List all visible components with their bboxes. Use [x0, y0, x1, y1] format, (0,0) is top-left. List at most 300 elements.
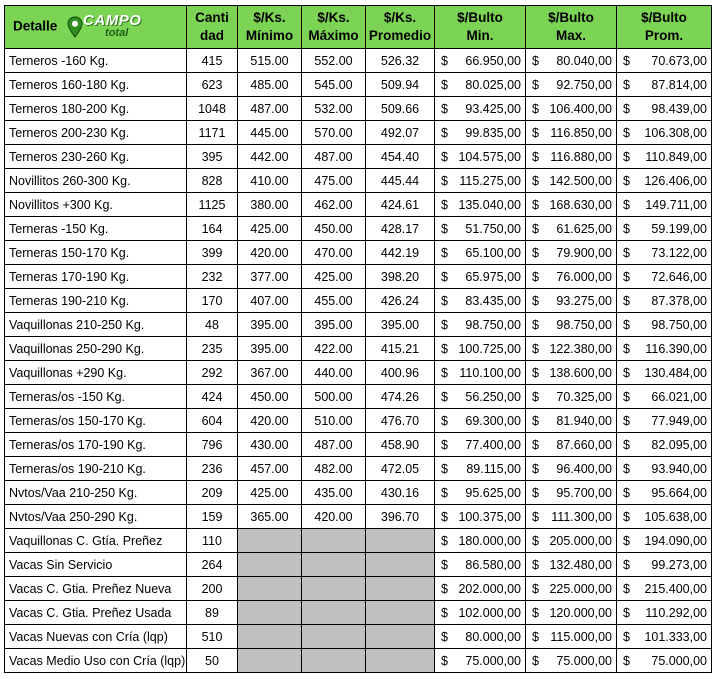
header-bulto-min-l2: Min. [466, 28, 494, 43]
currency-symbol: $ [623, 293, 630, 308]
money-value: 69.300,00 [465, 413, 521, 428]
row-cantidad: 1171 [187, 121, 238, 145]
row-cantidad: 200 [187, 577, 238, 601]
row-bprom [617, 49, 712, 73]
row-kmin: 485.00 [238, 73, 302, 97]
row-cantidad: 292 [187, 361, 238, 385]
currency-symbol: $ [623, 629, 630, 644]
row-kmin: 410.00 [238, 169, 302, 193]
row-detail: Terneras 190-210 Kg. [5, 289, 187, 313]
money-value: 81.940,00 [556, 413, 612, 428]
row-bprom [617, 361, 712, 385]
currency-symbol: $ [623, 173, 630, 188]
row-kmin: 445.00 [238, 121, 302, 145]
header-ks-max-l1: $/Ks. [317, 10, 350, 25]
table-row [5, 433, 712, 457]
row-bmin [435, 529, 526, 553]
money-value: 106.400,00 [549, 101, 612, 116]
row-cantidad: 510 [187, 625, 238, 649]
money-value: 205.000,00 [549, 533, 612, 548]
table-row [5, 121, 712, 145]
currency-symbol: $ [532, 101, 539, 116]
money-value: 111.300,00 [551, 509, 612, 524]
row-bmax [526, 241, 617, 265]
header-cantidad-l2: dad [199, 28, 224, 43]
row-cantidad: 89 [187, 601, 238, 625]
row-kmax: 552.00 [302, 49, 366, 73]
row-cantidad: 264 [187, 553, 238, 577]
row-bmax [526, 385, 617, 409]
currency-symbol: $ [441, 317, 448, 332]
row-bprom [617, 217, 712, 241]
row-kprom: 415.21 [366, 337, 435, 361]
row-detail: Vacas Sin Servicio [5, 553, 187, 577]
table-row [5, 97, 712, 121]
row-bmax [526, 121, 617, 145]
currency-symbol: $ [441, 53, 448, 68]
row-bmax [526, 457, 617, 481]
row-kmin: 367.00 [238, 361, 302, 385]
table-row [5, 49, 712, 73]
row-bmin [435, 505, 526, 529]
currency-symbol: $ [623, 101, 630, 116]
row-bmin [435, 577, 526, 601]
money-value: 98.750,00 [465, 317, 521, 332]
table-row [5, 409, 712, 433]
campo-total-logo [67, 14, 141, 40]
row-bmax [526, 625, 617, 649]
header-cantidad [187, 6, 238, 49]
currency-symbol: $ [532, 77, 539, 92]
money-value: 132.480,00 [549, 557, 612, 572]
row-bprom [617, 97, 712, 121]
row-bprom [617, 193, 712, 217]
money-value: 96.400,00 [556, 461, 612, 476]
currency-symbol: $ [623, 221, 630, 236]
row-bprom [617, 457, 712, 481]
money-value: 110.100,00 [459, 365, 521, 380]
row-detail: Terneros 230-260 Kg. [5, 145, 187, 169]
header-ks-prom-l2: Promedio [368, 28, 432, 43]
row-kmax: 450.00 [302, 217, 366, 241]
money-value: 180.000,00 [458, 533, 521, 548]
money-value: 106.308,00 [644, 125, 707, 140]
row-kmin-empty [238, 529, 302, 553]
currency-symbol: $ [532, 653, 539, 668]
currency-symbol: $ [532, 485, 539, 500]
row-cantidad: 232 [187, 265, 238, 289]
table-row [5, 265, 712, 289]
row-kmax: 482.00 [302, 457, 366, 481]
row-bmin [435, 337, 526, 361]
table-row [5, 577, 712, 601]
table-row [5, 73, 712, 97]
row-cantidad: 159 [187, 505, 238, 529]
table-row [5, 385, 712, 409]
row-kmax-empty [302, 601, 366, 625]
row-bmax [526, 577, 617, 601]
row-kprom-empty [366, 553, 435, 577]
row-cantidad: 395 [187, 145, 238, 169]
currency-symbol: $ [441, 245, 448, 260]
currency-symbol: $ [441, 77, 448, 92]
row-bprom [617, 265, 712, 289]
table-row [5, 553, 712, 577]
row-bmax [526, 433, 617, 457]
money-value: 66.021,00 [651, 389, 707, 404]
row-detail: Vaquillonas C. Gtía. Preñez [5, 529, 187, 553]
currency-symbol: $ [532, 629, 539, 644]
money-value: 142.500,00 [549, 173, 612, 188]
row-cantidad: 424 [187, 385, 238, 409]
money-value: 56.250,00 [465, 389, 521, 404]
row-bmin [435, 97, 526, 121]
currency-symbol: $ [623, 413, 630, 428]
row-bprom [617, 433, 712, 457]
row-bmin [435, 313, 526, 337]
row-cantidad: 236 [187, 457, 238, 481]
row-bprom [617, 625, 712, 649]
row-kmax: 475.00 [302, 169, 366, 193]
money-value: 93.940,00 [651, 461, 707, 476]
table-row [5, 337, 712, 361]
currency-symbol: $ [441, 149, 448, 164]
row-cantidad: 1048 [187, 97, 238, 121]
money-value: 76.000,00 [556, 269, 612, 284]
currency-symbol: $ [441, 389, 448, 404]
row-kmax: 422.00 [302, 337, 366, 361]
row-bmin [435, 553, 526, 577]
row-kmin: 420.00 [238, 409, 302, 433]
row-detail: Terneras/os 150-170 Kg. [5, 409, 187, 433]
money-value: 100.375,00 [458, 509, 521, 524]
header-ks-min [238, 6, 302, 49]
header-bulto-prom-l2: Prom. [644, 28, 684, 43]
header-ks-min-l1: $/Ks. [253, 10, 286, 25]
money-value: 87.814,00 [651, 77, 707, 92]
row-kprom: 396.70 [366, 505, 435, 529]
row-bprom [617, 73, 712, 97]
money-value: 95.700,00 [556, 485, 612, 500]
money-value: 122.380,00 [549, 341, 612, 356]
row-bmax [526, 97, 617, 121]
row-detail: Terneras/os -150 Kg. [5, 385, 187, 409]
table-row [5, 625, 712, 649]
currency-symbol: $ [441, 581, 448, 596]
row-cantidad: 415 [187, 49, 238, 73]
money-value: 66.950,00 [465, 53, 521, 68]
currency-symbol: $ [623, 653, 630, 668]
money-value: 75.000,00 [651, 653, 707, 668]
currency-symbol: $ [623, 365, 630, 380]
money-value: 105.638,00 [644, 509, 707, 524]
row-detail: Terneros 200-230 Kg. [5, 121, 187, 145]
row-bmin [435, 433, 526, 457]
row-bmin [435, 457, 526, 481]
location-pin-icon [67, 16, 83, 38]
row-kprom: 400.96 [366, 361, 435, 385]
row-bmin [435, 409, 526, 433]
row-bprom [617, 145, 712, 169]
row-bprom [617, 529, 712, 553]
money-value: 100.725,00 [458, 341, 521, 356]
row-kmin: 377.00 [238, 265, 302, 289]
row-bmin [435, 481, 526, 505]
currency-symbol: $ [623, 149, 630, 164]
row-kmin: 425.00 [238, 481, 302, 505]
row-kprom: 509.94 [366, 73, 435, 97]
row-kmin: 395.00 [238, 313, 302, 337]
logo-line2: total [105, 27, 129, 39]
currency-symbol: $ [532, 557, 539, 572]
price-table [4, 5, 712, 673]
row-kmax-empty [302, 649, 366, 673]
row-bmax [526, 409, 617, 433]
money-value: 120.000,00 [549, 605, 612, 620]
currency-symbol: $ [441, 557, 448, 572]
currency-symbol: $ [441, 437, 448, 452]
row-kmax: 425.00 [302, 265, 366, 289]
row-bprom [617, 649, 712, 673]
row-detail: Terneros 160-180 Kg. [5, 73, 187, 97]
money-value: 75.000,00 [556, 653, 612, 668]
row-kmin: 442.00 [238, 145, 302, 169]
money-value: 115.275,00 [459, 173, 521, 188]
row-bmax [526, 217, 617, 241]
currency-symbol: $ [623, 245, 630, 260]
row-detail: Novillitos +300 Kg. [5, 193, 187, 217]
detalle-label: Detalle [13, 18, 58, 34]
row-cantidad: 110 [187, 529, 238, 553]
header-detalle [5, 6, 187, 49]
money-value: 104.575,00 [458, 149, 521, 164]
currency-symbol: $ [532, 605, 539, 620]
currency-symbol: $ [532, 581, 539, 596]
currency-symbol: $ [441, 365, 448, 380]
row-bmin [435, 241, 526, 265]
row-bmin [435, 265, 526, 289]
currency-symbol: $ [623, 605, 630, 620]
row-bmin [435, 169, 526, 193]
currency-symbol: $ [532, 53, 539, 68]
row-bmax [526, 265, 617, 289]
table-row [5, 481, 712, 505]
money-value: 61.625,00 [556, 221, 612, 236]
currency-symbol: $ [532, 149, 539, 164]
row-bmax [526, 49, 617, 73]
currency-symbol: $ [623, 437, 630, 452]
row-kmin-empty [238, 577, 302, 601]
row-kprom: 426.24 [366, 289, 435, 313]
row-kmin: 407.00 [238, 289, 302, 313]
row-bmax [526, 649, 617, 673]
table-row [5, 529, 712, 553]
row-detail: Terneros 180-200 Kg. [5, 97, 187, 121]
money-value: 86.580,00 [465, 557, 521, 572]
row-kmin: 365.00 [238, 505, 302, 529]
row-kprom: 492.07 [366, 121, 435, 145]
row-detail: Nvtos/Vaa 250-290 Kg. [5, 505, 187, 529]
row-detail: Vaquillonas +290 Kg. [5, 361, 187, 385]
header-ks-min-l2: Mínimo [245, 28, 294, 43]
row-bprom [617, 289, 712, 313]
row-kmin-empty [238, 601, 302, 625]
money-value: 116.390,00 [645, 341, 707, 356]
currency-symbol: $ [441, 269, 448, 284]
currency-symbol: $ [441, 293, 448, 308]
money-value: 89.115,00 [466, 461, 521, 476]
row-bprom [617, 241, 712, 265]
money-value: 98.750,00 [556, 317, 612, 332]
header-bulto-min-l1: $/Bulto [457, 10, 503, 25]
row-detail: Terneras/os 170-190 Kg. [5, 433, 187, 457]
table-row [5, 649, 712, 673]
row-bmin [435, 625, 526, 649]
header-bulto-prom-l1: $/Bulto [641, 10, 687, 25]
row-kprom: 458.90 [366, 433, 435, 457]
row-detail: Nvtos/Vaa 210-250 Kg. [5, 481, 187, 505]
currency-symbol: $ [441, 533, 448, 548]
row-kprom: 430.16 [366, 481, 435, 505]
currency-symbol: $ [441, 629, 448, 644]
money-value: 70.325,00 [556, 389, 612, 404]
table-header [5, 6, 712, 49]
currency-symbol: $ [441, 509, 448, 524]
table-row [5, 457, 712, 481]
currency-symbol: $ [441, 173, 448, 188]
currency-symbol: $ [623, 197, 630, 212]
row-kmax: 470.00 [302, 241, 366, 265]
row-cantidad: 828 [187, 169, 238, 193]
money-value: 73.122,00 [651, 245, 707, 260]
money-value: 80.040,00 [556, 53, 612, 68]
row-detail: Vacas C. Gtia. Preñez Nueva [5, 577, 187, 601]
row-kmax: 440.00 [302, 361, 366, 385]
header-ks-max-l2: Máximo [308, 28, 359, 43]
row-kprom: 526.32 [366, 49, 435, 73]
money-value: 168.630,00 [549, 197, 612, 212]
row-kmax: 487.00 [302, 433, 366, 457]
table-row [5, 289, 712, 313]
row-bmin [435, 49, 526, 73]
money-value: 110.849,00 [645, 149, 707, 164]
row-bmin [435, 73, 526, 97]
table-body [5, 49, 712, 673]
currency-symbol: $ [532, 197, 539, 212]
row-kprom: 424.61 [366, 193, 435, 217]
row-kmax: 420.00 [302, 505, 366, 529]
row-bmax [526, 193, 617, 217]
currency-symbol: $ [623, 485, 630, 500]
row-kprom: 428.17 [366, 217, 435, 241]
row-detail: Vacas Medio Uso con Cría (lqp) [5, 649, 187, 673]
row-bprom [617, 169, 712, 193]
row-detail: Vacas Nuevas con Cría (lqp) [5, 625, 187, 649]
row-detail: Vaquillonas 250-290 Kg. [5, 337, 187, 361]
money-value: 110.292,00 [645, 605, 707, 620]
row-kprom: 398.20 [366, 265, 435, 289]
currency-symbol: $ [623, 53, 630, 68]
row-cantidad: 164 [187, 217, 238, 241]
row-bmax [526, 169, 617, 193]
row-kprom: 509.66 [366, 97, 435, 121]
row-kprom: 442.19 [366, 241, 435, 265]
row-bmax [526, 529, 617, 553]
money-value: 77.949,00 [651, 413, 707, 428]
row-bprom [617, 481, 712, 505]
money-value: 135.040,00 [458, 197, 521, 212]
row-kmax: 435.00 [302, 481, 366, 505]
currency-symbol: $ [441, 341, 448, 356]
row-bmax [526, 481, 617, 505]
row-bmin [435, 649, 526, 673]
currency-symbol: $ [441, 413, 448, 428]
row-bmax [526, 73, 617, 97]
currency-symbol: $ [532, 245, 539, 260]
currency-symbol: $ [532, 269, 539, 284]
row-cantidad: 235 [187, 337, 238, 361]
row-bmin [435, 145, 526, 169]
money-value: 138.600,00 [549, 365, 612, 380]
row-kmin-empty [238, 553, 302, 577]
row-kmax-empty [302, 553, 366, 577]
money-value: 77.400,00 [465, 437, 521, 452]
money-value: 101.333,00 [644, 629, 707, 644]
row-bmin [435, 217, 526, 241]
row-detail: Terneras 170-190 Kg. [5, 265, 187, 289]
row-kprom: 445.44 [366, 169, 435, 193]
table-row [5, 601, 712, 625]
currency-symbol: $ [623, 317, 630, 332]
row-bprom [617, 577, 712, 601]
money-value: 92.750,00 [556, 77, 612, 92]
money-value: 115.000,00 [550, 629, 612, 644]
currency-symbol: $ [532, 389, 539, 404]
currency-symbol: $ [532, 317, 539, 332]
money-value: 102.000,00 [458, 605, 521, 620]
table-row [5, 241, 712, 265]
row-cantidad: 170 [187, 289, 238, 313]
row-bmin [435, 289, 526, 313]
row-kprom: 454.40 [366, 145, 435, 169]
logo-text [83, 14, 141, 40]
currency-symbol: $ [532, 533, 539, 548]
money-value: 116.880,00 [550, 149, 612, 164]
header-cantidad-l1: Canti [195, 10, 229, 25]
table-row [5, 505, 712, 529]
money-value: 65.100,00 [465, 245, 521, 260]
money-value: 95.664,00 [651, 485, 707, 500]
currency-symbol: $ [623, 557, 630, 572]
money-value: 98.750,00 [651, 317, 707, 332]
currency-symbol: $ [623, 389, 630, 404]
row-bmin [435, 385, 526, 409]
currency-symbol: $ [532, 461, 539, 476]
currency-symbol: $ [441, 125, 448, 140]
row-bprom [617, 409, 712, 433]
row-cantidad: 209 [187, 481, 238, 505]
header-bulto-prom [617, 6, 712, 49]
row-kmin: 425.00 [238, 217, 302, 241]
header-ks-prom-l1: $/Ks. [383, 10, 417, 25]
row-kmax: 500.00 [302, 385, 366, 409]
money-value: 82.095,00 [651, 437, 707, 452]
money-value: 99.835,00 [465, 125, 521, 140]
row-kprom-empty [366, 529, 435, 553]
row-kprom-empty [366, 577, 435, 601]
money-value: 93.275,00 [556, 293, 612, 308]
row-bmax [526, 145, 617, 169]
